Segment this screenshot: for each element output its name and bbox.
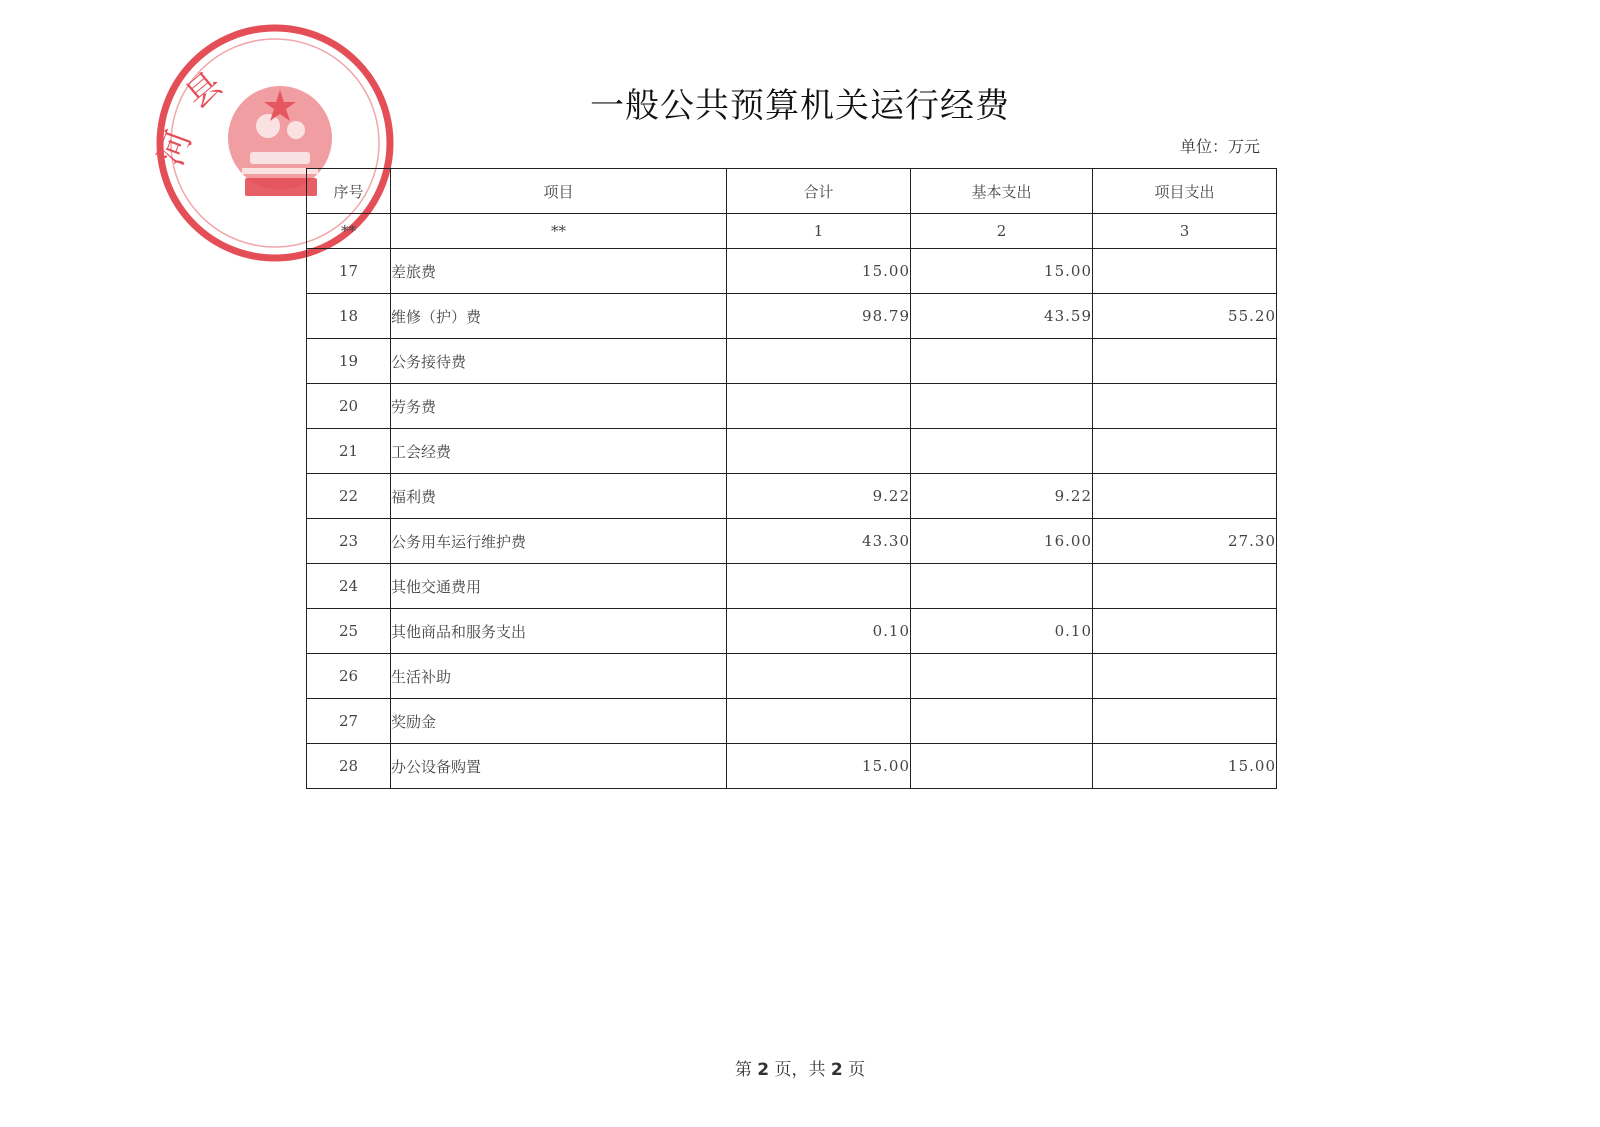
row-total xyxy=(727,429,911,474)
row-no: 26 xyxy=(307,654,391,699)
page-title: 一般公共预算机关运行经费 xyxy=(590,86,1010,126)
row-item: 其他商品和服务支出 xyxy=(391,609,727,654)
row-basic xyxy=(911,384,1093,429)
table-row xyxy=(307,699,1277,744)
row-project xyxy=(1093,249,1277,294)
row-item: 工会经费 xyxy=(391,429,727,474)
table-index-row xyxy=(307,214,1277,249)
row-total: 43.30 xyxy=(727,519,911,564)
row-basic: 16.00 xyxy=(911,519,1093,564)
footer-total-pages: 2 xyxy=(830,1060,843,1080)
row-item: 奖励金 xyxy=(391,699,727,744)
header-no: 序号 xyxy=(307,169,391,214)
row-item: 劳务费 xyxy=(391,384,727,429)
seal-char-2: 河 xyxy=(150,125,201,172)
row-item: 生活补助 xyxy=(391,654,727,699)
row-no: 24 xyxy=(307,564,391,609)
table-row xyxy=(307,249,1277,294)
row-project xyxy=(1093,474,1277,519)
row-basic: 9.22 xyxy=(911,474,1093,519)
header-total: 合计 xyxy=(727,169,911,214)
row-project: 15.00 xyxy=(1093,744,1277,789)
seal-char-1: 县 xyxy=(178,64,230,117)
header-basic: 基本支出 xyxy=(911,169,1093,214)
row-item: 差旅费 xyxy=(391,249,727,294)
row-total xyxy=(727,384,911,429)
row-project xyxy=(1093,654,1277,699)
row-project xyxy=(1093,384,1277,429)
row-no: 19 xyxy=(307,339,391,384)
row-basic xyxy=(911,654,1093,699)
row-no: 28 xyxy=(307,744,391,789)
table-row xyxy=(307,654,1277,699)
table-header-row xyxy=(307,169,1277,214)
table-row xyxy=(307,429,1277,474)
row-project xyxy=(1093,339,1277,384)
unit-label: 单位：万元 xyxy=(1180,137,1261,156)
row-total: 9.22 xyxy=(727,474,911,519)
row-basic xyxy=(911,429,1093,474)
row-project: 27.30 xyxy=(1093,519,1277,564)
footer-prefix: 第 xyxy=(734,1060,752,1080)
table-row xyxy=(307,519,1277,564)
row-basic xyxy=(911,564,1093,609)
table-row xyxy=(307,609,1277,654)
table-row xyxy=(307,339,1277,384)
row-project xyxy=(1093,609,1277,654)
row-no: 21 xyxy=(307,429,391,474)
footer-current-page: 2 xyxy=(757,1060,770,1080)
row-item: 公务用车运行维护费 xyxy=(391,519,727,564)
row-basic xyxy=(911,339,1093,384)
row-total xyxy=(727,339,911,384)
row-no: 22 xyxy=(307,474,391,519)
row-no: 23 xyxy=(307,519,391,564)
row-item: 其他交通费用 xyxy=(391,564,727,609)
row-total: 15.00 xyxy=(727,744,911,789)
row-basic xyxy=(911,744,1093,789)
footer-middle: 页，共 xyxy=(774,1060,826,1080)
row-basic: 43.59 xyxy=(911,294,1093,339)
row-no: 18 xyxy=(307,294,391,339)
table-row xyxy=(307,384,1277,429)
row-item: 办公设备购置 xyxy=(391,744,727,789)
row-item: 福利费 xyxy=(391,474,727,519)
row-total xyxy=(727,699,911,744)
row-basic: 15.00 xyxy=(911,249,1093,294)
row-no: 20 xyxy=(307,384,391,429)
row-no: 25 xyxy=(307,609,391,654)
row-no: 27 xyxy=(307,699,391,744)
row-total: 0.10 xyxy=(727,609,911,654)
header-item: 项目 xyxy=(391,169,727,214)
table-row xyxy=(307,744,1277,789)
table-row xyxy=(307,474,1277,519)
index-no: ** xyxy=(307,214,391,249)
row-project: 55.20 xyxy=(1093,294,1277,339)
row-total xyxy=(727,654,911,699)
table-row xyxy=(307,294,1277,339)
row-project xyxy=(1093,429,1277,474)
index-basic: 2 xyxy=(911,214,1093,249)
row-no: 17 xyxy=(307,249,391,294)
page-footer xyxy=(600,1055,1000,1080)
row-basic xyxy=(911,699,1093,744)
header-project: 项目支出 xyxy=(1093,169,1277,214)
index-project: 3 xyxy=(1093,214,1277,249)
budget-table xyxy=(306,168,1277,789)
row-project xyxy=(1093,699,1277,744)
row-item: 公务接待费 xyxy=(391,339,727,384)
row-basic: 0.10 xyxy=(911,609,1093,654)
index-total: 1 xyxy=(727,214,911,249)
row-item: 维修（护）费 xyxy=(391,294,727,339)
index-item: ** xyxy=(391,214,727,249)
row-total: 15.00 xyxy=(727,249,911,294)
row-project xyxy=(1093,564,1277,609)
table-row xyxy=(307,564,1277,609)
footer-suffix: 页 xyxy=(848,1060,866,1080)
row-total: 98.79 xyxy=(727,294,911,339)
row-total xyxy=(727,564,911,609)
